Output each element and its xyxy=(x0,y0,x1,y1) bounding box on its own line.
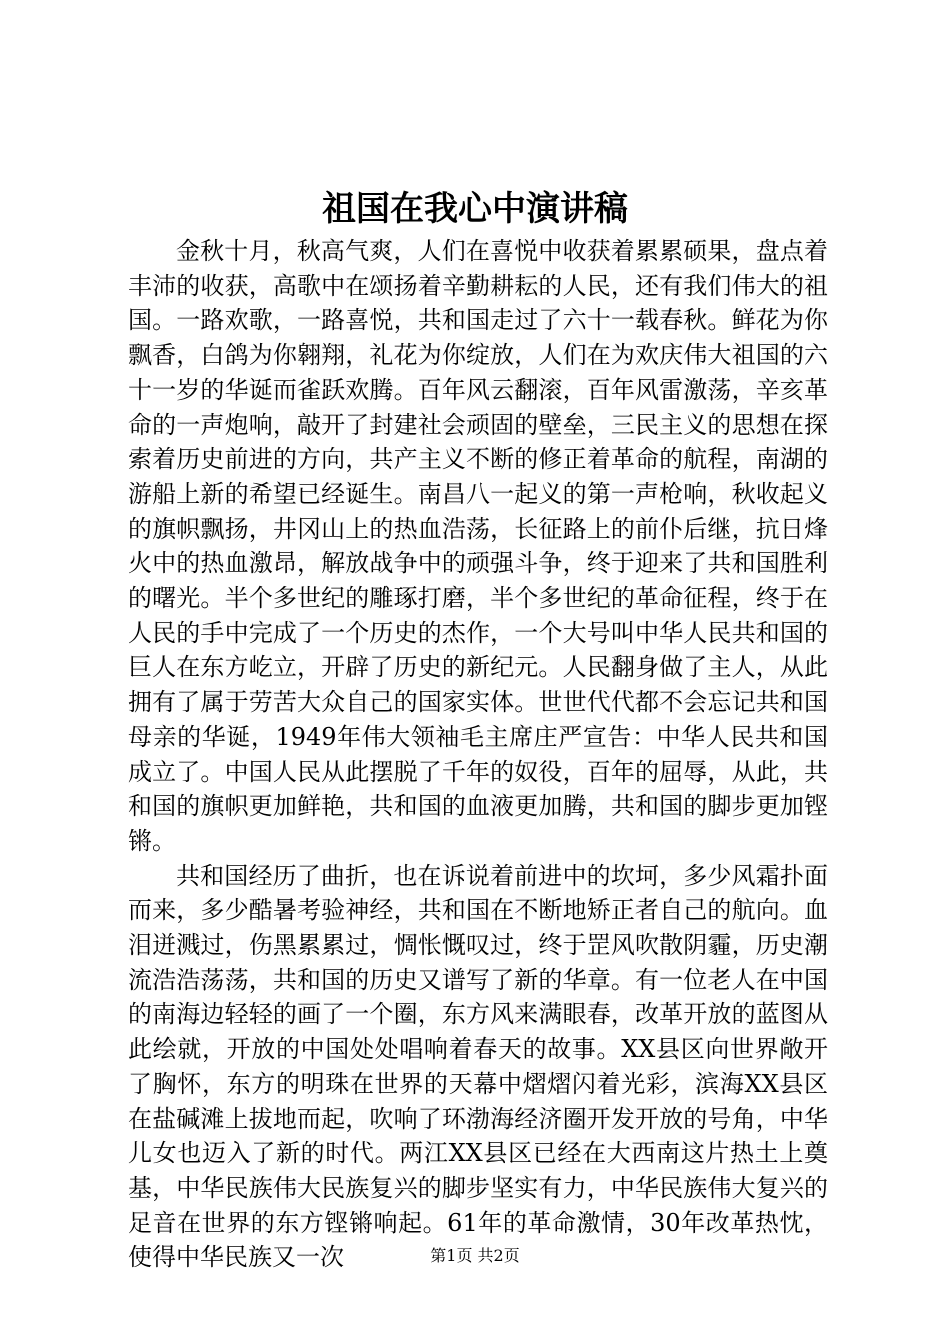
paragraph-1: 金秋十月，秋高气爽，人们在喜悦中收获着累累硕果，盘点着丰沛的收获，高歌中在颂扬着辛勤耕耘的人民，还有我们伟大的祖国。一路欢歌，一路喜悦，共和国走过了六十一载春秋。鲜花为你飘香，白鸽为你翱翔，礼花为你绽放，人们在为欢庆伟大祖国的六十一岁的华诞而雀跃欢腾。百年风云翻滚，百年风雷激荡，辛亥革命的一声炮响，敲开了封建社会顽固的壁垒，三民主义的思想在探索着历史前进的方向，共产主义不断的修正着革命的航程，南湖的游船上新的希望已经诞生。南昌八一起义的第一声枪响，秋收起义的旗帜飘扬，井冈山上的热血浩荡，长征路上的前仆后继，抗日烽火中的热血激昂，解放战争中的顽强斗争，终于迎来了共和国胜利的曙光。半个多世纪的雕琢打磨，半个多世纪的革命征程，终于在人民的手中完成了一个历史的杰作，一个大号叫中华人民共和国的巨人在东方屹立，开辟了历史的新纪元。人民翻身做了主人，从此拥有了属于劳苦大众自己的国家实体。世世代代都不会忘记共和国母亲的华诞，1949年伟大领袖毛主席庄严宣告：中华人民共和国成立了。中国人民从此摆脱了千年的奴役，百年的屈辱，从此，共和国的旗帜更加鲜艳，共和国的血液更加腾，共和国的脚步更加铿锵。 xyxy=(128,237,828,855)
paragraph-2: 共和国经历了曲折，也在诉说着前进中的坎坷，多少风霜扑面而来，多少酷暑考验神经，共和国在不断地矫正者自己的航向。血泪迸溅过，伤黑累累过，惆怅慨叹过，终于罡风吹散阴霾，历史潮流浩浩荡荡，共和国的历史又谱写了新的华章。有一位老人在中国的南海边轻轻的画了一个圈，东方风来满眼春，改革开放的蓝图从此绘就，开放的中国处处唱响着春天的故事。XX县区向世界敞开了胸怀，东方的明珠在世界的天幕中熠熠闪着光彩，滨海XX县区在盐碱滩上拔地而起，吹响了环渤海经济圈开发开放的号角，中华儿女也迈入了新的时代。两江XX县区已经在大西南这片热土上奠基，中华民族伟大民族复兴的脚步坚实有力，中华民族伟大复兴的足音在世界的东方铿锵响起。61年的革命激情，30年改革热忱，使得中华民族又一次 xyxy=(128,861,828,1272)
document-body xyxy=(128,234,828,1275)
document-title: 祖国在我心中演讲稿 xyxy=(322,189,628,229)
page-footer: 第1页 共2页 xyxy=(430,1246,520,1265)
